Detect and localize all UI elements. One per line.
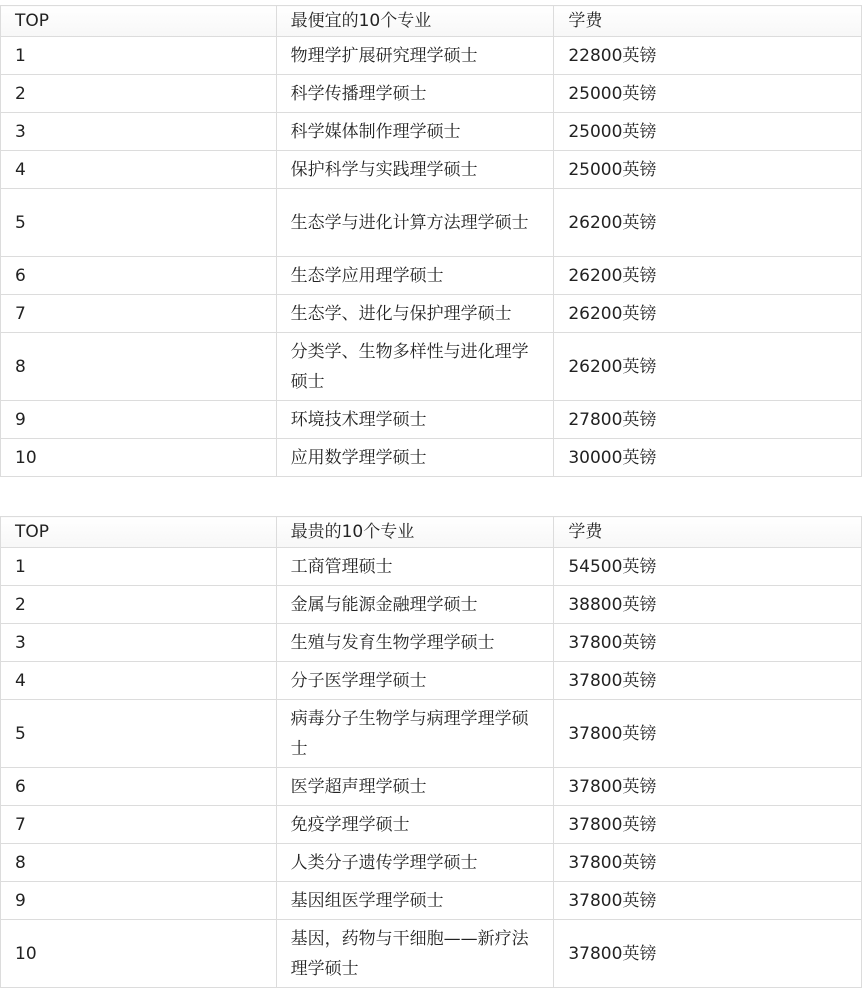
fee-cell: 37800英镑	[554, 662, 862, 700]
header-major: 最贵的10个专业	[276, 517, 554, 548]
major-cell: 物理学扩展研究理学硕士	[276, 37, 554, 75]
table-header-row	[1, 517, 862, 548]
table-row	[1, 882, 862, 920]
rank-cell: 5	[1, 189, 277, 257]
table-row	[1, 768, 862, 806]
rank-cell: 10	[1, 920, 277, 988]
rank-cell: 2	[1, 75, 277, 113]
rank-cell: 6	[1, 768, 277, 806]
fee-cell: 25000英镑	[554, 75, 862, 113]
table-row	[1, 624, 862, 662]
table-row	[1, 113, 862, 151]
table-row	[1, 401, 862, 439]
rank-cell: 7	[1, 806, 277, 844]
rank-cell: 3	[1, 624, 277, 662]
header-major: 最便宜的10个专业	[276, 6, 554, 37]
major-cell: 科学传播理学硕士	[276, 75, 554, 113]
expensive-majors-table	[0, 516, 862, 988]
table-row	[1, 662, 862, 700]
fee-cell: 37800英镑	[554, 882, 862, 920]
table-row	[1, 295, 862, 333]
major-cell: 基因，药物与干细胞——新疗法理学硕士	[276, 920, 554, 988]
table-row	[1, 439, 862, 477]
major-cell: 应用数学理学硕士	[276, 439, 554, 477]
rank-cell: 8	[1, 844, 277, 882]
rank-cell: 1	[1, 37, 277, 75]
major-cell: 病毒分子生物学与病理学理学硕士	[276, 700, 554, 768]
major-cell: 分子医学理学硕士	[276, 662, 554, 700]
table-row	[1, 75, 862, 113]
major-cell: 免疫学理学硕士	[276, 806, 554, 844]
rank-cell: 9	[1, 401, 277, 439]
table-row	[1, 151, 862, 189]
fee-cell: 25000英镑	[554, 113, 862, 151]
header-top: TOP	[1, 6, 277, 37]
fee-cell: 22800英镑	[554, 37, 862, 75]
major-cell: 生殖与发育生物学理学硕士	[276, 624, 554, 662]
fee-cell: 26200英镑	[554, 257, 862, 295]
rank-cell: 9	[1, 882, 277, 920]
fee-cell: 38800英镑	[554, 586, 862, 624]
header-top: TOP	[1, 517, 277, 548]
header-fee: 学费	[554, 517, 862, 548]
table-row	[1, 257, 862, 295]
fee-cell: 26200英镑	[554, 189, 862, 257]
rank-cell: 8	[1, 333, 277, 401]
rank-cell: 10	[1, 439, 277, 477]
header-fee: 学费	[554, 6, 862, 37]
major-cell: 保护科学与实践理学硕士	[276, 151, 554, 189]
major-cell: 人类分子遗传学理学硕士	[276, 844, 554, 882]
major-cell: 分类学、生物多样性与进化理学硕士	[276, 333, 554, 401]
fee-cell: 37800英镑	[554, 700, 862, 768]
fee-cell: 25000英镑	[554, 151, 862, 189]
fee-cell: 26200英镑	[554, 333, 862, 401]
table-row	[1, 806, 862, 844]
cheapest-majors-table	[0, 5, 862, 477]
rank-cell: 1	[1, 548, 277, 586]
table-row	[1, 844, 862, 882]
table-row	[1, 920, 862, 988]
fee-cell: 37800英镑	[554, 844, 862, 882]
rank-cell: 7	[1, 295, 277, 333]
fee-cell: 27800英镑	[554, 401, 862, 439]
major-cell: 生态学、进化与保护理学硕士	[276, 295, 554, 333]
fee-cell: 37800英镑	[554, 624, 862, 662]
rank-cell: 4	[1, 151, 277, 189]
rank-cell: 2	[1, 586, 277, 624]
table-row	[1, 333, 862, 401]
major-cell: 医学超声理学硕士	[276, 768, 554, 806]
major-cell: 生态学与进化计算方法理学硕士	[276, 189, 554, 257]
major-cell: 环境技术理学硕士	[276, 401, 554, 439]
rank-cell: 5	[1, 700, 277, 768]
rank-cell: 6	[1, 257, 277, 295]
table-header-row	[1, 6, 862, 37]
table-row	[1, 37, 862, 75]
table-row	[1, 189, 862, 257]
fee-cell: 37800英镑	[554, 920, 862, 988]
major-cell: 科学媒体制作理学硕士	[276, 113, 554, 151]
major-cell: 工商管理硕士	[276, 548, 554, 586]
fee-cell: 37800英镑	[554, 768, 862, 806]
table-row	[1, 586, 862, 624]
rank-cell: 4	[1, 662, 277, 700]
fee-cell: 37800英镑	[554, 806, 862, 844]
major-cell: 金属与能源金融理学硕士	[276, 586, 554, 624]
fee-cell: 54500英镑	[554, 548, 862, 586]
table-row	[1, 548, 862, 586]
table-row	[1, 700, 862, 768]
major-cell: 生态学应用理学硕士	[276, 257, 554, 295]
fee-cell: 26200英镑	[554, 295, 862, 333]
major-cell: 基因组医学理学硕士	[276, 882, 554, 920]
rank-cell: 3	[1, 113, 277, 151]
fee-cell: 30000英镑	[554, 439, 862, 477]
